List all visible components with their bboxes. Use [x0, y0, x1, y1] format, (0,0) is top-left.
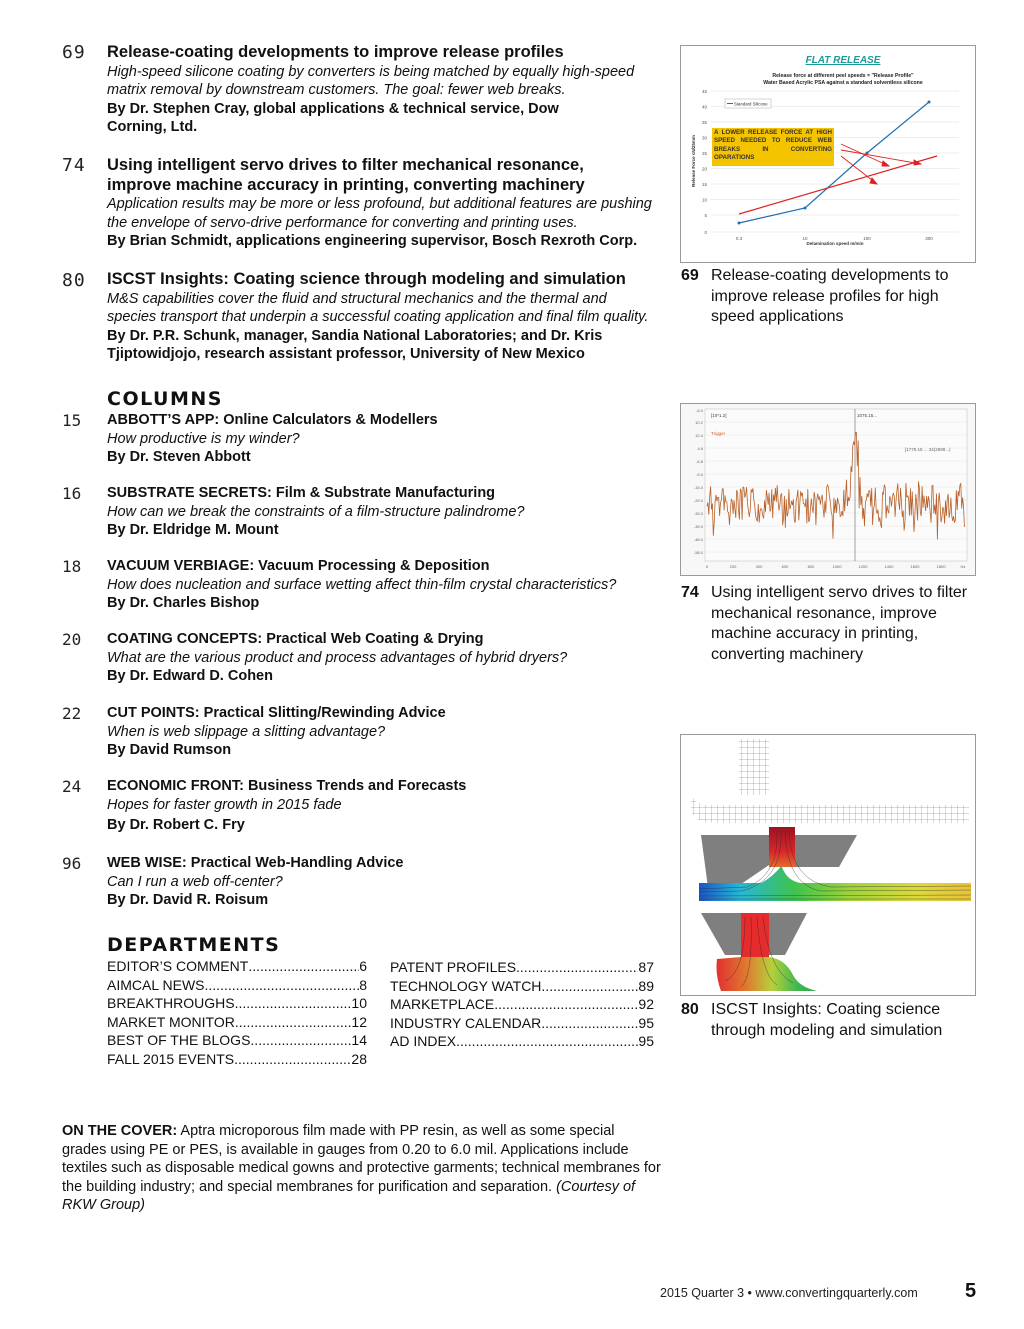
department-item[interactable]: [107, 1031, 367, 1050]
caption-number: 69: [681, 267, 699, 284]
department-label: BREAKTHROUGHS: [107, 995, 235, 1011]
y-tick: 15: [701, 182, 707, 187]
department-item[interactable]: [107, 957, 367, 976]
figure-caption: [681, 266, 981, 328]
data-point: [804, 207, 807, 210]
feature-title[interactable]: ISCST Insights: Coating science through modeling and simulation: [107, 270, 626, 288]
dot-leader: [516, 958, 638, 977]
column-entry: [107, 630, 667, 686]
annotation-note: A LOWER RELEASE FORCE AT HIGH SPEED NEEDED TO REDUCE WEB BREAKS IN CONVERTING OPARATIONS: [714, 129, 832, 161]
cover-label: ON THE COVER:: [62, 1123, 178, 1139]
column-description: How does nucleation and surface wetting affect thin-film crystal characteristics?: [107, 576, 617, 593]
y-tick: 0: [704, 230, 707, 235]
dot-leader: [205, 976, 360, 995]
die-right: [769, 913, 807, 955]
chart-subtitle: Release force at different peel speeds = "Release Profile": [772, 73, 914, 79]
department-item[interactable]: [390, 958, 654, 977]
department-label: FALL 2015 EVENTS: [107, 1050, 235, 1067]
die-lip-right: [795, 835, 857, 867]
feature-page-number: 69: [62, 42, 86, 63]
column-entry: [107, 484, 667, 540]
column-title[interactable]: SUBSTRATE SECRETS: Film & Substrate Manufacturing: [107, 485, 496, 501]
column-title[interactable]: ECONOMIC FRONT: Business Trends and Forecasts: [107, 778, 467, 794]
figure-caption: [681, 583, 981, 665]
column-description: How productive is my winder?: [107, 430, 300, 447]
dot-leader: [235, 1013, 352, 1032]
column-byline: By Dr. David R. Roisum: [107, 892, 269, 908]
column-page-number: 96: [62, 854, 82, 873]
data-point: [738, 222, 741, 225]
dot-leader: [541, 977, 638, 996]
x-tick: 0.3: [735, 236, 743, 241]
department-label: EDITOR’S COMMENT: [107, 958, 249, 974]
coating-simulation-figure: [680, 734, 976, 996]
y-tick: -15.0: [693, 485, 703, 490]
release-profile-chart: [681, 46, 975, 262]
feed-slot: [769, 827, 795, 867]
x-tick: 800: [807, 564, 815, 569]
release-profile-figure: [680, 45, 976, 263]
gap-region: [741, 913, 769, 957]
arrow-head: [882, 161, 889, 166]
feature-title[interactable]: Release-coating developments to improve release profiles: [107, 43, 564, 61]
y-tick: 12.4: [695, 433, 703, 438]
chart-subtitle: Water Based Acrylic PSA against a standard solventless silicone: [763, 80, 923, 86]
column-entry: [107, 557, 667, 613]
department-page: 28: [351, 1050, 367, 1067]
department-item[interactable]: [390, 1014, 654, 1033]
column-entry: [107, 704, 667, 760]
page-number: 5: [965, 1280, 977, 1302]
y-tick: -39.0: [693, 524, 703, 529]
mesh-channel: [691, 795, 969, 823]
chart-title: FLAT RELEASE: [805, 55, 881, 66]
dot-leader: [235, 994, 352, 1013]
feature-description: High-speed silicone coating by converters is being matched by equally high-speed matrix removal by downstream customers. The goal: fewer web breaks.: [107, 63, 635, 98]
department-item[interactable]: [107, 994, 367, 1013]
departments-heading: DEPARTMENTS: [107, 934, 281, 956]
x-tick: 100: [863, 236, 871, 241]
column-description: Can I run a web off-center?: [107, 873, 283, 890]
annotation-note-wrap: [714, 129, 832, 165]
department-page: 92: [638, 996, 654, 1012]
trigger-label: Trigger: [711, 431, 726, 436]
department-page: 95: [638, 1033, 654, 1049]
x-tick: 0: [705, 564, 709, 569]
cover-text: Aptra microporous film made with PP resin, as well as some special grades using PE or PES, is available in gauges from 0.20 to 6.0 mil. Applications include textiles such as disposable medical gowns and protective garments; technical membranes for the building industry; and special membranes for purification and separation.: [62, 1123, 661, 1195]
department-label: INDUSTRY CALENDAR: [390, 1014, 542, 1031]
column-title[interactable]: CUT POINTS: Practical Slitting/Rewinding Advice: [107, 705, 446, 721]
y-tick: -58.0: [693, 550, 703, 555]
x-tick: 1600: [910, 564, 920, 569]
column-byline: By Dr. Edward D. Cohen: [107, 668, 273, 684]
servo-spectrum-figure: [680, 403, 976, 576]
department-label: BEST OF THE BLOGS: [107, 1032, 251, 1048]
column-description: How can we break the constraints of a film-structure palindrome?: [107, 503, 525, 520]
department-page: 89: [638, 977, 654, 994]
dot-leader: [248, 957, 359, 976]
department-page: 12: [351, 1013, 367, 1030]
column-page-number: 20: [62, 630, 82, 649]
y-tick: -48.0: [693, 537, 703, 542]
caption-text: Using intelligent servo drives to filter mechanical resonance, improve machine accuracy in printing, converting machinery: [711, 584, 968, 663]
column-page-number: 18: [62, 557, 82, 576]
column-description: What are the various product and process advantages of hybrid dryers?: [107, 649, 568, 666]
feature-title[interactable]: Using intelligent servo drives to filter mechanical resonance, improve machine accuracy in printing, converting machinery: [107, 156, 585, 194]
column-byline: By David Rumson: [107, 742, 232, 758]
y-axis-label: Release Force cN/25mm: [691, 135, 696, 187]
feature-page-number: 80: [62, 270, 86, 291]
y-tick: -8.0: [696, 408, 703, 413]
column-page-number: 24: [62, 777, 82, 796]
department-page: 6: [359, 958, 367, 974]
x-tick: 300: [925, 236, 933, 241]
y-tick: -6.8: [696, 459, 703, 464]
cover-credit: (Courtesy of RKW Group): [62, 1178, 636, 1213]
x-tick: 1200: [858, 564, 868, 569]
x-tick: 1000: [832, 564, 842, 569]
column-byline: By Dr. Steven Abbott: [107, 449, 251, 465]
mesh-panel: [691, 739, 969, 823]
column-page-number: 15: [62, 411, 82, 430]
caption-text: Release-coating developments to improve release profiles for high speed applications: [711, 267, 949, 325]
y-tick: 5: [704, 213, 707, 218]
feature-description: Application results may be more or less profound, but additional features are pushing the envelope of servo-drive performance for converting and printing uses.: [107, 196, 652, 231]
dot-leader: [234, 1050, 351, 1069]
column-entry: [107, 854, 667, 910]
department-label: PATENT PROFILES: [390, 959, 517, 975]
dot-leader: [541, 1014, 638, 1033]
y-tick: 40: [701, 104, 707, 110]
x-tick: 1400: [884, 564, 894, 569]
department-item[interactable]: [107, 976, 367, 995]
y-tick: -29.0: [693, 498, 703, 503]
y-tick: 45: [701, 89, 707, 94]
data-point: [928, 101, 931, 104]
column-title[interactable]: WEB WISE: Practical Web-Handling Advice: [107, 855, 404, 871]
department-page: 10: [351, 995, 367, 1011]
column-byline: By Dr. Robert C. Fry: [107, 817, 245, 833]
column-page-number: 22: [62, 704, 82, 723]
meniscus-flow: [717, 957, 818, 991]
column-byline: By Dr. Eldridge M. Mount: [107, 522, 279, 538]
column-entry: [107, 777, 667, 835]
y-tick-labels: [702, 89, 708, 235]
dot-leader: [456, 1032, 638, 1051]
plot-area: [705, 409, 967, 561]
column-entry: [107, 411, 667, 467]
column-description: Hopes for faster growth in 2015 fade: [107, 796, 342, 813]
y-tick-labels: [694, 408, 704, 555]
department-label: MARKET MONITOR: [107, 1013, 235, 1030]
department-page: 87: [638, 959, 654, 975]
x-tick: Hz: [960, 564, 966, 569]
feature-page-number: 74: [62, 155, 86, 176]
departments-list-left: [107, 957, 367, 1068]
peak-label: 1075.15...: [857, 413, 878, 418]
column-page-number: 16: [62, 484, 82, 503]
y-tick: 20: [701, 166, 707, 172]
column-title[interactable]: ABBOTT’S APP: Online Calculators & Modellers: [107, 412, 438, 428]
y-tick: -9.0: [696, 472, 703, 477]
department-label: TECHNOLOGY WATCH: [390, 977, 542, 994]
x-tick: 200: [729, 564, 737, 569]
coating-simulation-image: [681, 735, 975, 995]
column-description: When is web slippage a slitting advantage?: [107, 723, 386, 740]
department-page: 8: [359, 976, 367, 993]
department-item[interactable]: [390, 995, 654, 1014]
y-tick: 35: [701, 120, 707, 125]
dot-leader: [250, 1031, 351, 1050]
department-item[interactable]: [107, 1013, 367, 1032]
feature-byline: By Dr. Stephen Cray, global applications & technical service, Dow Corning, Ltd.: [107, 100, 559, 135]
cursor-label: [1779.15 ... 34(2898...): [905, 447, 951, 452]
cover-description: [62, 1122, 662, 1215]
department-label: MARKETPLACE: [390, 996, 495, 1012]
department-item[interactable]: [390, 977, 654, 996]
servo-spectrum-chart: [681, 404, 975, 575]
column-byline: By Dr. Charles Bishop: [107, 595, 260, 611]
bottom-panel: [701, 913, 817, 991]
y-tick: 10.2: [695, 420, 703, 425]
mesh-slot: [739, 739, 769, 795]
y-tick: 30: [701, 135, 707, 141]
y-tick: -33.0: [693, 511, 703, 516]
marker-label: [10*1.2]: [711, 413, 727, 418]
column-title[interactable]: VACUUM VERBIAGE: Vacuum Processing & Deposition: [107, 558, 490, 574]
feature-byline: By Dr. P.R. Schunk, manager, Sandia National Laboratories; and Dr. Kris Tjiptowidjojo, research assistant professor, University of New Mexico: [107, 327, 603, 362]
feature-byline: By Brian Schmidt, applications engineering supervisor, Bosch Rexroth Corp.: [107, 233, 638, 249]
x-tick: 1800: [936, 564, 946, 569]
x-tick: 10: [802, 236, 808, 241]
feature-description: M&S capabilities cover the fluid and structural mechanics and the thermal and species transport that underpin a successful coating application and final film quality.: [107, 290, 649, 325]
x-tick-labels: [706, 564, 966, 569]
caption-number: 74: [681, 584, 699, 601]
department-label: AIMCAL NEWS: [107, 976, 205, 993]
feature-article: [107, 270, 667, 364]
caption-text: ISCST Insights: Coating science through modeling and simulation: [711, 1001, 943, 1039]
department-item[interactable]: [107, 1050, 367, 1069]
caption-number: 80: [681, 1001, 699, 1018]
flow-panel: [699, 827, 971, 901]
legend-label: Standard Silicone: [734, 101, 768, 107]
column-title[interactable]: COATING CONCEPTS: Practical Web Coating & Drying: [107, 631, 484, 647]
department-page: 95: [638, 1014, 654, 1031]
departments-list-right: [390, 958, 654, 1051]
y-tick: 25: [701, 151, 707, 156]
columns-heading: COLUMNS: [107, 388, 223, 410]
die-left: [701, 913, 741, 955]
dot-leader: [494, 995, 638, 1014]
y-tick: 10: [701, 197, 707, 203]
x-tick: 400: [755, 564, 763, 569]
feature-article: [107, 43, 667, 137]
y-tick: 4.6: [697, 446, 703, 451]
x-axis-label: Delamination speed m/min: [806, 241, 864, 246]
arrow-line: [841, 144, 889, 166]
figure-caption: [681, 1000, 981, 1041]
x-tick: 600: [781, 564, 789, 569]
page-footer: 2015 Quarter 3 • www.convertingquarterly.com: [660, 1286, 918, 1300]
department-label: AD INDEX: [390, 1033, 457, 1049]
department-item[interactable]: [390, 1032, 654, 1051]
department-page: 14: [351, 1032, 367, 1048]
feature-article: [107, 156, 667, 251]
